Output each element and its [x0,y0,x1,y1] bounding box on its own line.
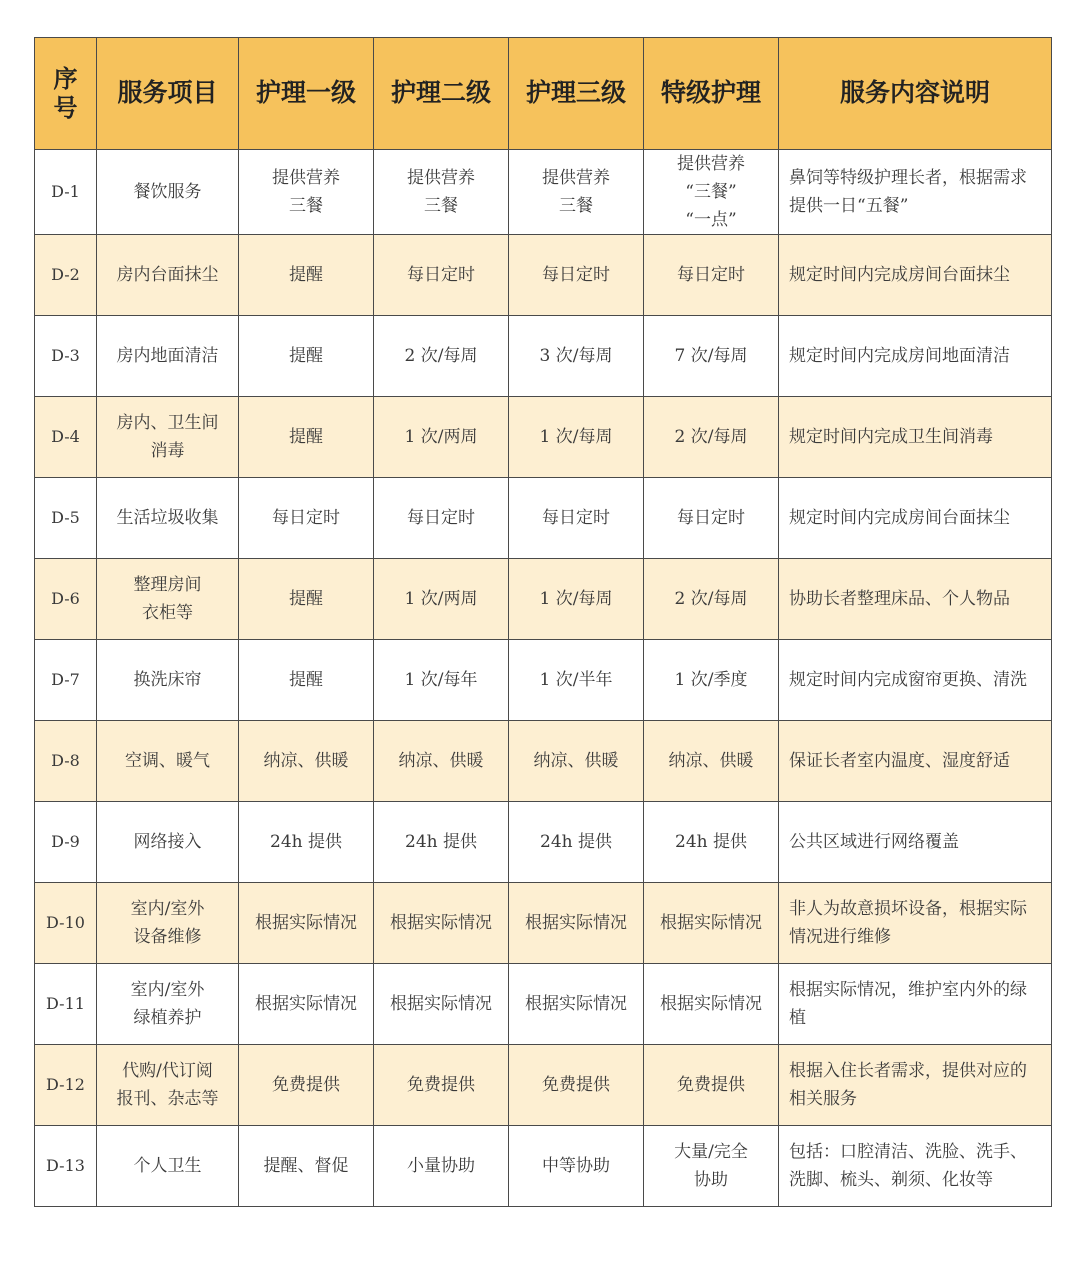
header-row [35,38,1052,150]
cell-level-1: 纳凉、供暖 [239,721,374,802]
cell-desc: 规定时间内完成房间台面抹尘 [779,478,1052,559]
cell-level-2: 根据实际情况 [374,883,509,964]
table-row [35,397,1052,478]
cell-id: D-5 [35,478,97,559]
cell-item: 室内/室外 绿植养护 [97,964,239,1045]
cell-level-3: 每日定时 [509,478,644,559]
cell-level-1: 提醒 [239,559,374,640]
cell-desc: 根据实际情况，维护室内外的绿植 [779,964,1052,1045]
cell-item: 生活垃圾收集 [97,478,239,559]
cell-level-2: 每日定时 [374,478,509,559]
cell-item: 换洗床帘 [97,640,239,721]
cell-level-1: 根据实际情况 [239,883,374,964]
cell-level-3: 提供营养 三餐 [509,150,644,235]
cell-level-3: 24h 提供 [509,802,644,883]
cell-level-2: 纳凉、供暖 [374,721,509,802]
cell-level-3: 免费提供 [509,1045,644,1126]
cell-special: 每日定时 [644,235,779,316]
cell-level-3: 纳凉、供暖 [509,721,644,802]
cell-level-1: 24h 提供 [239,802,374,883]
cell-desc: 规定时间内完成房间地面清洁 [779,316,1052,397]
cell-special: 24h 提供 [644,802,779,883]
cell-level-2: 每日定时 [374,235,509,316]
cell-item: 房内地面清洁 [97,316,239,397]
cell-desc: 公共区域进行网络覆盖 [779,802,1052,883]
cell-id: D-1 [35,150,97,235]
cell-item: 整理房间 衣柜等 [97,559,239,640]
cell-special: 大量/完全 协助 [644,1126,779,1207]
cell-level-2: 免费提供 [374,1045,509,1126]
table-header [35,38,1052,150]
cell-desc: 包括：口腔清洁、洗脸、洗手、洗脚、梳头、剃须、化妆等 [779,1126,1052,1207]
header-col-level-1: 护理一级 [239,38,374,150]
cell-level-2: 提供营养 三餐 [374,150,509,235]
cell-item: 代购/代订阅 报刊、杂志等 [97,1045,239,1126]
cell-item: 网络接入 [97,802,239,883]
cell-id: D-8 [35,721,97,802]
header-col-level-2: 护理二级 [374,38,509,150]
cell-special: 每日定时 [644,478,779,559]
cell-special: 根据实际情况 [644,964,779,1045]
cell-level-3: 1 次/每周 [509,397,644,478]
table-row [35,559,1052,640]
cell-level-2: 1 次/两周 [374,397,509,478]
table-row [35,150,1052,235]
cell-id: D-6 [35,559,97,640]
cell-special: 2 次/每周 [644,559,779,640]
table-body [35,150,1052,1207]
table-row [35,883,1052,964]
cell-special: 1 次/季度 [644,640,779,721]
cell-id: D-3 [35,316,97,397]
cell-desc: 保证长者室内温度、湿度舒适 [779,721,1052,802]
cell-special: 根据实际情况 [644,883,779,964]
table-row [35,1045,1052,1126]
cell-item: 个人卫生 [97,1126,239,1207]
cell-special: 提供营养 “三餐” “一点” [644,150,779,235]
cell-id: D-9 [35,802,97,883]
cell-desc: 规定时间内完成房间台面抹尘 [779,235,1052,316]
cell-id: D-11 [35,964,97,1045]
cell-level-2: 根据实际情况 [374,964,509,1045]
table-row [35,235,1052,316]
header-col-level-3: 护理三级 [509,38,644,150]
cell-special: 免费提供 [644,1045,779,1126]
table-row [35,1126,1052,1207]
cell-desc: 规定时间内完成窗帘更换、清洗 [779,640,1052,721]
cell-level-1: 提醒 [239,316,374,397]
cell-item: 空调、暖气 [97,721,239,802]
cell-desc: 协助长者整理床品、个人物品 [779,559,1052,640]
cell-level-2: 小量协助 [374,1126,509,1207]
cell-item: 房内台面抹尘 [97,235,239,316]
cell-level-1: 提醒、督促 [239,1126,374,1207]
table-row [35,478,1052,559]
cell-level-3: 根据实际情况 [509,883,644,964]
cell-level-2: 2 次/每周 [374,316,509,397]
header-col-special: 特级护理 [644,38,779,150]
table-row [35,640,1052,721]
cell-level-1: 提醒 [239,640,374,721]
cell-desc: 鼻饲等特级护理长者，根据需求提供一日“五餐” [779,150,1052,235]
cell-id: D-12 [35,1045,97,1126]
cell-desc: 规定时间内完成卫生间消毒 [779,397,1052,478]
cell-special: 纳凉、供暖 [644,721,779,802]
cell-desc: 非人为故意损坏设备，根据实际情况进行维修 [779,883,1052,964]
cell-special: 2 次/每周 [644,397,779,478]
cell-id: D-4 [35,397,97,478]
cell-id: D-2 [35,235,97,316]
header-col-description: 服务内容说明 [779,38,1052,150]
table-row [35,721,1052,802]
cell-item: 室内/室外 设备维修 [97,883,239,964]
cell-level-3: 1 次/半年 [509,640,644,721]
service-table [34,37,1052,1207]
header-col-id: 序号 [35,38,97,150]
cell-level-3: 根据实际情况 [509,964,644,1045]
cell-desc: 根据入住长者需求，提供对应的相关服务 [779,1045,1052,1126]
cell-item: 房内、卫生间 消毒 [97,397,239,478]
cell-id: D-10 [35,883,97,964]
cell-level-1: 提醒 [239,397,374,478]
cell-level-1: 提醒 [239,235,374,316]
cell-level-1: 根据实际情况 [239,964,374,1045]
cell-special: 7 次/每周 [644,316,779,397]
cell-id: D-7 [35,640,97,721]
table-row [35,964,1052,1045]
table-row [35,316,1052,397]
cell-level-1: 每日定时 [239,478,374,559]
cell-id: D-13 [35,1126,97,1207]
cell-item: 餐饮服务 [97,150,239,235]
cell-level-3: 3 次/每周 [509,316,644,397]
cell-level-2: 1 次/两周 [374,559,509,640]
cell-level-3: 每日定时 [509,235,644,316]
table-row [35,802,1052,883]
cell-level-2: 1 次/每年 [374,640,509,721]
cell-level-3: 1 次/每周 [509,559,644,640]
cell-level-1: 提供营养 三餐 [239,150,374,235]
header-col-item: 服务项目 [97,38,239,150]
cell-level-3: 中等协助 [509,1126,644,1207]
cell-level-2: 24h 提供 [374,802,509,883]
cell-level-1: 免费提供 [239,1045,374,1126]
